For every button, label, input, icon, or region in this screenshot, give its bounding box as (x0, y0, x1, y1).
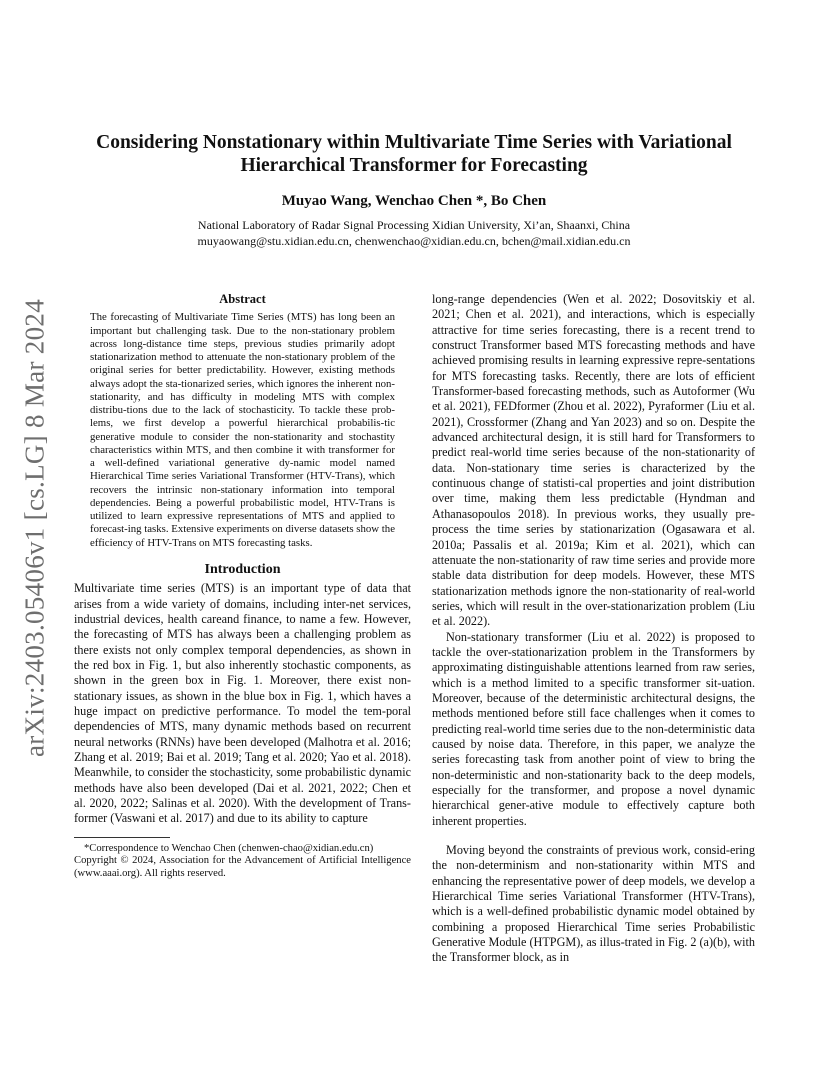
authors: Muyao Wang, Wenchao Chen *, Bo Chen (281, 193, 547, 209)
footnote: *Correspondence to Wenchao Chen (chenwen-chao@xidian.edu.cn) (84, 842, 374, 854)
right-column (432, 292, 755, 966)
right-paragraph-3: Moving beyond the constraints of previous work, consid-ering the non-determinism and non-stationarity within MTS and enhancing the representative power of deep models, we develop a Hierarchical Time series Variational Transformer (HTV-Trans), which is a well-defined probabilistic dynamic model obtained by combining a proposed Hierarchical Time series Probabilistic Generative Module (HTPGM), as illus-trated in Fig. 2 (a)(b), with the Transformer block, as in (432, 843, 755, 965)
title-line-2: Hierarchical Transformer for Forecasting (240, 155, 588, 176)
copyright-notice: Copyright © 2024, Association for the Advancement of Artificial Intelligence (www.aaai.org). All rights reserved. (74, 855, 411, 880)
arxiv-stamp: arXiv:2403.05406v1 [cs.LG] 8 Mar 2024 (19, 298, 50, 758)
paper-title (70, 131, 758, 177)
emails: muyaowang@stu.xidian.edu.cn, chenwenchao@xidian.edu.cn, bchen@mail.xidian.edu.cn (197, 233, 631, 248)
paragraph-gap (432, 829, 755, 843)
title-line-1: Considering Nonstationary within Multivariate Time Series with Variational (96, 132, 732, 153)
footnote-divider (74, 837, 170, 838)
abstract-text: The forecasting of Multivariate Time Series (MTS) has long been an important but challenging task. Due to the non-stationary problem across long-distance time steps, previous studies primarily adopt stationarization method to attenuate the non-stationary problem of the original series for better predictability. However, existing methods always adopt the sta-tionarized series, which ignores the inherent non-stationarity, and has difficulty in modeling MTS with complex distribu-tions due to the lack of stochasticity. To tackle these prob-lems, we first develop a powerful hierarchical probabilis-tic generative module to consider the non-stationarity and stochastity characteristics within MTS, and then combine it with transformer for a well-defined variational generative dy-namic model named Hierarchical Time series Variational Transformer (HTV-Trans), which recovers the intrinsic non-stationary information into temporal dependencies. Being a powerful probabilistic model, HTV-Trans is utilized to learn expressive representations of MTS and applied to forecast-ing tasks. Extensive experiments on diverse datasets show the efficiency of HTV-Trans on MTS forecasting tasks. (90, 311, 395, 549)
left-column (74, 292, 411, 881)
affiliation: National Laboratory of Radar Signal Processing Xidian University, Xi’an, Shaanxi, China (197, 218, 631, 232)
intro-heading: Introduction (204, 561, 281, 577)
affiliation-block (70, 218, 758, 249)
right-paragraph-1: long-range dependencies (Wen et al. 2022; Dosovitskiy et al. 2021; Chen et al. 2021), and interactions, which is especially attractive for time series forecasting, there is a recent trend to construct Transformer based MTS forecasting methods and have achieved promising results in learning expressive repre-sentations for MTS forecasting tasks. Recently, there are lots of efficient Transformer-based forecasting methods, such as Autoformer (Wu et al. 2021), FEDformer (Zhou et al. 2022), Pyraformer (Liu et al. 2021), Crossformer (Zhang and Yan 2023) and so on. Despite the advanced architectural design, it is still hard for Transformers to predict real-world time series because of the non-stationarity of data. Non-stationary time series is characterized by the continuous change of statisti-cal properties and joint distribution over time, making them less predictable (Hyndman and Athanasopoulos 2018). In previous works, they usually pre-process the time series by stationarization (Ogasawara et al. 2010a; Passalis et al. 2019a; Kim et al. 2021), which can attenuate the non-stationarity of raw time series and provide more stable data distribution for deep models. However, these MTS stationarization methods ignore the non-stationarity of real-world series, which will result in the over-stationarization problem (Liu et al. 2022). (432, 292, 755, 629)
intro-paragraph-1: Multivariate time series (MTS) is an important type of data that arises from a wide variety of domains, including inter-net services, industrial devices, health careand finance, to name a few. However, the forecasting of MTS has always been a challenging problem as there exists not only complex temporal dependencies, as shown in the red box in Fig. 1, but also inherently stochastic components, as shown in the green box in Fig. 1. Moreover, there exist non-stationary issues, as shown in the blue box in Fig. 1, which haves a huge impact on predictive performance. To model the tem-poral dependencies of MTS, many dynamic methods based on recurrent neural networks (RNNs) have been developed (Malhotra et al. 2016; Zhang et al. 2019; Bai et al. 2019; Tang et al. 2020; Yao et al. 2018). Meanwhile, to consider the stochasticity, some probabilistic dynamic methods have also been developed (Dai et al. 2021, 2022; Chen et al. 2020, 2022; Salinas et al. 2020). With the development of Trans-former (Vaswani et al. 2017) and due to its ability to capture (74, 581, 411, 826)
right-paragraph-2: Non-stationary transformer (Liu et al. 2022) is proposed to tackle the over-stationarization problem in the Transformers by approximating distinguishable attentions learned from raw series, which is a method limited to a specific transformer sit-uation. Moreover, because of the deterministic architectural designs, the methods mentioned before still face challenges when it comes to predicting real-world time series due to the non-deterministic data caused by noise data. Therefore, in this paper, we analyze the series forecasting task from another point of view to bring the non-deterministic and non-stationarity back to the deep models, especially for the transformer, and propose a novel dynamic hierarchical gener-ative module to effectively capture both inherent properties. (432, 629, 755, 828)
abstract-heading: Abstract (219, 292, 266, 306)
